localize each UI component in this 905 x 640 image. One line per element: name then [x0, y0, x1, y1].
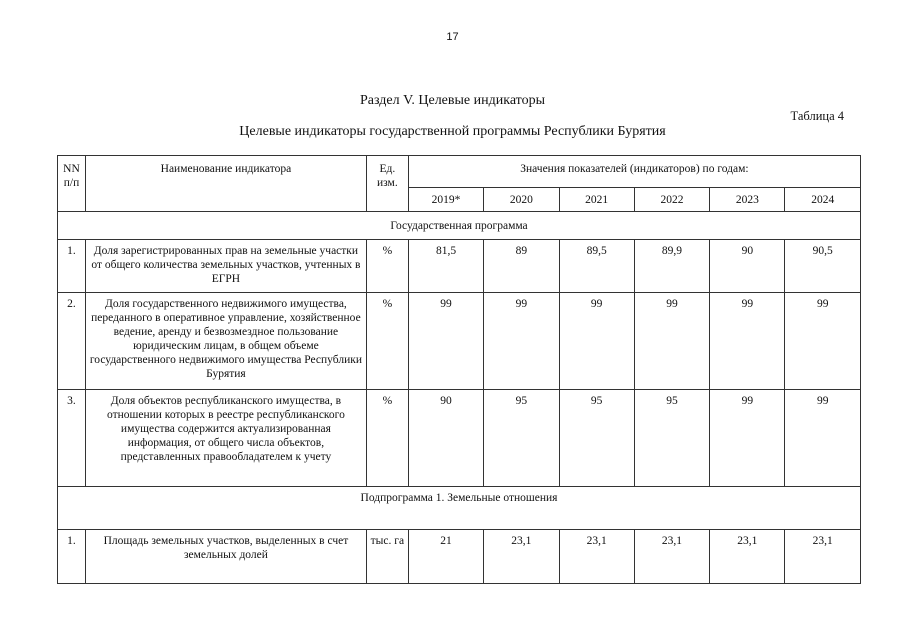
- table-row: [58, 240, 861, 293]
- row-value: 23,1: [785, 530, 861, 584]
- row-name: Доля зарегистрированных прав на земельные участки от общего количества земельных участков, учтенных в ЕГРН: [85, 240, 366, 293]
- row-value: 89,5: [559, 240, 634, 293]
- row-value: 95: [634, 390, 709, 487]
- header-year: 2020: [484, 188, 559, 212]
- header-number: NN п/п: [58, 156, 86, 212]
- row-unit: %: [366, 390, 408, 487]
- row-value: 99: [710, 293, 785, 390]
- row-value: 99: [408, 293, 483, 390]
- row-value: 99: [785, 293, 861, 390]
- section-state-program: Государственная программа: [58, 212, 861, 240]
- row-number: 2.: [58, 293, 86, 390]
- row-value: 99: [634, 293, 709, 390]
- row-value: 99: [484, 293, 559, 390]
- indicators-table: [57, 155, 861, 584]
- row-value: 99: [710, 390, 785, 487]
- row-value: 99: [785, 390, 861, 487]
- header-year: 2023: [710, 188, 785, 212]
- row-value: 23,1: [634, 530, 709, 584]
- row-value: 95: [559, 390, 634, 487]
- header-row: [58, 156, 861, 188]
- table-number: Таблица 4: [790, 109, 844, 123]
- header-year: 2024: [785, 188, 861, 212]
- table-row: [58, 390, 861, 487]
- table-title: Целевые индикаторы государственной программы Республики Бурятия: [239, 124, 666, 139]
- header-year: 2019*: [408, 188, 483, 212]
- header-name: Наименование индикатора: [85, 156, 366, 212]
- table-row: [58, 293, 861, 390]
- header-year: 2021: [559, 188, 634, 212]
- row-name: Доля государственного недвижимого имущества, переданного в оперативное управление, хозяйственное ведение, аренду и безвозмездное пользование юридическим лицам, в общем объеме государственного недвижимого имущества Республики Бурятия: [85, 293, 366, 390]
- row-value: 90: [408, 390, 483, 487]
- row-value: 21: [408, 530, 483, 584]
- row-name: Доля объектов республиканского имущества, в отношении которых в реестре республиканского имущества содержится актуализированная информация, от общего числа объектов, представленных правообладателем к учету: [85, 390, 366, 487]
- page-number: 17: [446, 31, 459, 43]
- row-value: 89,9: [634, 240, 709, 293]
- table-row: [58, 530, 861, 584]
- row-value: 90: [710, 240, 785, 293]
- row-value: 89: [484, 240, 559, 293]
- section-row: [58, 487, 861, 530]
- row-unit: %: [366, 240, 408, 293]
- header-values-group: Значения показателей (индикаторов) по годам:: [408, 156, 860, 188]
- row-number: 1.: [58, 240, 86, 293]
- row-value: 81,5: [408, 240, 483, 293]
- row-number: 1.: [58, 530, 86, 584]
- section-row: [58, 212, 861, 240]
- row-value: 23,1: [559, 530, 634, 584]
- section-subprogram-1: Подпрограмма 1. Земельные отношения: [58, 487, 861, 530]
- row-unit: тыс. га: [366, 530, 408, 584]
- header-year: 2022: [634, 188, 709, 212]
- row-unit: %: [366, 293, 408, 390]
- row-value: 99: [559, 293, 634, 390]
- header-unit: Ед. изм.: [366, 156, 408, 212]
- row-value: 90,5: [785, 240, 861, 293]
- row-number: 3.: [58, 390, 86, 487]
- row-value: 23,1: [710, 530, 785, 584]
- row-value: 95: [484, 390, 559, 487]
- row-value: 23,1: [484, 530, 559, 584]
- row-name: Площадь земельных участков, выделенных в счет земельных долей: [85, 530, 366, 584]
- section-title: Раздел V. Целевые индикаторы: [359, 93, 546, 108]
